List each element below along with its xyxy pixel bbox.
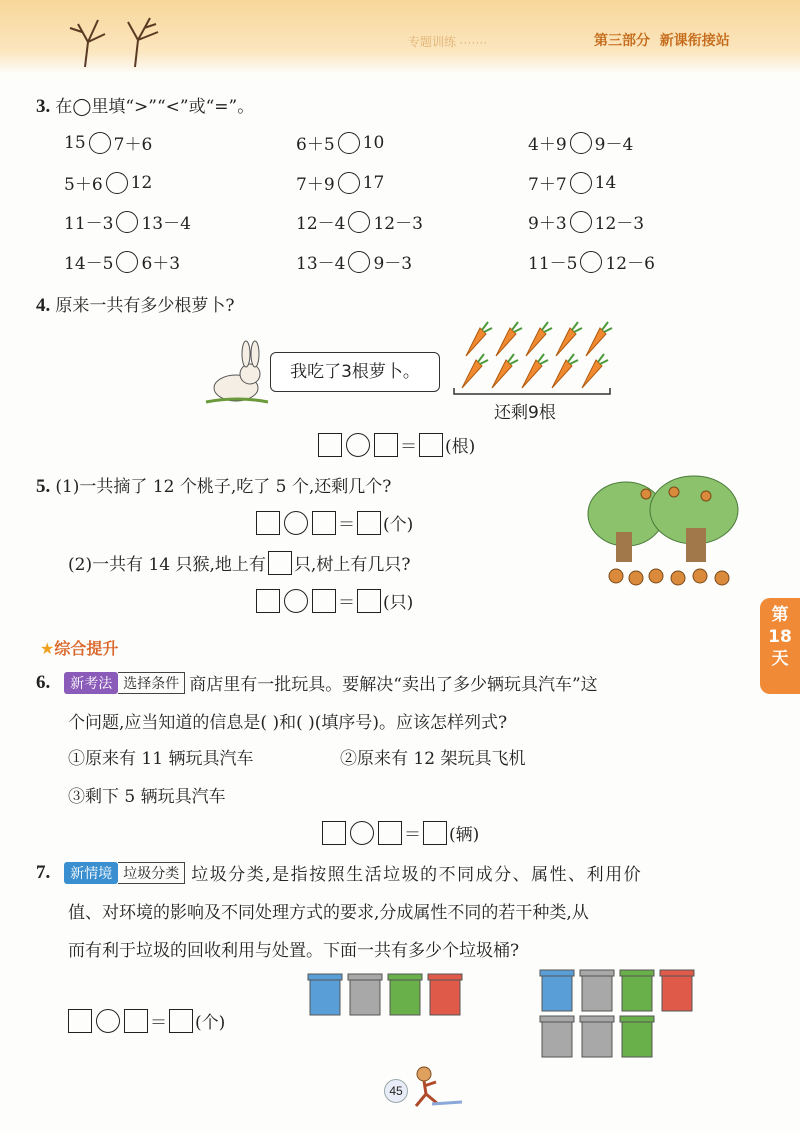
q5-part2-text-a: (2)一共有 14 只猴,地上有: [68, 555, 266, 575]
q4-equation: ＝ (根): [318, 432, 475, 457]
carrot: [526, 328, 546, 356]
q6-tag2: 选择条件: [118, 672, 185, 694]
comparison-item: [528, 209, 644, 234]
left-expression: 12－4: [296, 214, 346, 234]
header-section: 第三部分: [594, 33, 650, 49]
answer-box[interactable]: [419, 433, 443, 457]
answer-box[interactable]: [268, 551, 292, 575]
trash-bin: [390, 979, 420, 1015]
answer-box[interactable]: [378, 821, 402, 845]
comparison-item: [64, 249, 180, 274]
q7-equation: ＝ (个): [68, 1008, 225, 1033]
header-title-text: 新课衔接站: [659, 33, 730, 49]
carrot: [492, 360, 512, 388]
q6-option2: ②原来有 12 架玩具飞机: [340, 749, 526, 769]
q6-option3: ③剩下 5 辆玩具汽车: [68, 787, 226, 807]
header-title: [594, 30, 730, 50]
right-expression: 17: [362, 172, 385, 193]
q5-part1-text: (1)一共摘了 12 个桃子,吃了 5 个,还剩几个?: [55, 477, 392, 497]
carrot: [552, 360, 572, 388]
q6-text2: 个问题,应当知道的信息是( )和( )(填序号)。应该怎样列式?: [68, 713, 508, 733]
q5-part1: [36, 472, 391, 498]
trash-bin: [310, 979, 340, 1015]
q7-number: 7.: [36, 861, 51, 883]
answer-box[interactable]: [68, 1009, 92, 1033]
trash-bin-lid: [388, 974, 422, 980]
q7-tag2: 垃圾分类: [118, 862, 185, 884]
answer-circle[interactable]: [284, 589, 308, 613]
comparison-item: [64, 170, 152, 195]
carrot-leaf: [598, 354, 608, 364]
answer-circle[interactable]: [570, 132, 592, 154]
q3-text: 在◯里填“>”“<”或“=”。: [55, 97, 255, 117]
right-expression: 12－3: [373, 214, 423, 234]
left-expression: 9＋3: [528, 214, 567, 234]
trash-bins-group-1: [306, 972, 466, 1020]
carrot-leaf: [572, 322, 582, 332]
remaining-carrots-label: 还剩9根: [494, 403, 556, 423]
left-expression: 4＋9: [528, 135, 567, 155]
comparison-item: [296, 249, 412, 274]
right-expression: 12－3: [594, 214, 645, 234]
trash-bin: [662, 975, 692, 1011]
trash-bin-lid: [540, 970, 574, 976]
q4-prompt: [36, 291, 234, 317]
right-expression: 14: [594, 172, 617, 193]
trash-bin-lid: [540, 1016, 574, 1022]
trash-bin-lid: [660, 970, 694, 976]
answer-circle[interactable]: [106, 172, 128, 194]
runner-illustration: [402, 1064, 466, 1108]
section-title: [40, 636, 118, 659]
q3-prompt: [36, 92, 254, 118]
right-expression: 10: [362, 132, 385, 153]
q5-part2: [68, 550, 410, 575]
trash-bin-lid: [580, 970, 614, 976]
answer-circle[interactable]: [338, 132, 360, 154]
answer-box[interactable]: [322, 821, 346, 845]
answer-circle[interactable]: [348, 211, 370, 233]
trash-bin: [622, 1021, 652, 1057]
q3-number: 3.: [36, 96, 51, 117]
trash-bin: [582, 975, 612, 1011]
trash-bin-lid: [580, 1016, 614, 1022]
carrot: [586, 328, 606, 356]
q6-text1: 商店里有一批玩具。要解决“卖出了多少辆玩具汽车”这: [189, 675, 598, 695]
left-expression: 5＋6: [64, 175, 103, 195]
carrot: [582, 360, 602, 388]
right-expression: 6＋3: [141, 254, 181, 274]
answer-box[interactable]: [357, 589, 381, 613]
page-number: 45: [384, 1079, 408, 1103]
left-expression: 11－3: [64, 214, 114, 234]
comparison-item: [528, 249, 655, 274]
rabbit-speech-bubble: 我吃了3根萝卜。: [270, 352, 440, 392]
answer-circle[interactable]: [116, 211, 138, 233]
header-faint-text: 专题训练 ·······: [408, 35, 488, 49]
q5-equation-1: ＝ (个): [256, 510, 413, 535]
trash-bin-lid: [308, 974, 342, 980]
answer-box[interactable]: [312, 511, 336, 535]
unit-label: (根): [445, 437, 476, 457]
carrot-leaf: [538, 354, 548, 364]
answer-circle[interactable]: [580, 251, 602, 273]
right-expression: 7＋6: [113, 135, 153, 155]
carrot: [496, 328, 516, 356]
left-expression: 11－5: [528, 254, 578, 274]
q4-number: 4.: [36, 295, 51, 316]
side-tab-line3: 天: [771, 649, 789, 669]
answer-circle[interactable]: [116, 251, 138, 273]
trash-bin-lid: [620, 1016, 654, 1022]
answer-box[interactable]: [312, 589, 336, 613]
q7-text1: 垃圾分类,是指按照生活垃圾的不同成分、属性、利用价: [191, 865, 643, 885]
q7-line1: [36, 860, 642, 885]
day-side-tab: [760, 598, 800, 694]
left-expression: 13－4: [296, 254, 346, 274]
answer-box[interactable]: [124, 1009, 148, 1033]
answer-circle[interactable]: [89, 132, 111, 154]
right-expression: 12－6: [605, 254, 655, 274]
comparison-item: [528, 130, 633, 155]
q6-equation: ＝ (辆): [322, 820, 479, 845]
carrot-leaf: [512, 322, 522, 332]
q6-tag: 新考法: [64, 672, 118, 694]
answer-circle[interactable]: [570, 172, 592, 194]
carrot: [522, 360, 542, 388]
comparison-item: [64, 130, 152, 155]
q6-option1: ①原来有 11 辆玩具汽车: [68, 749, 254, 769]
unit-label: (个): [383, 515, 414, 535]
q5-equation-2: ＝ (只): [256, 588, 413, 613]
trash-bin: [542, 1021, 572, 1057]
right-expression: 12: [130, 172, 153, 193]
q5-part2-text-b: 只,树上有几只?: [293, 555, 411, 575]
comparison-item: [296, 130, 384, 155]
left-expression: 7＋9: [296, 175, 335, 195]
trash-bins-group-2: [538, 968, 700, 1060]
right-expression: 9－3: [373, 254, 413, 274]
trash-bin: [582, 1021, 612, 1057]
trash-bin-lid: [348, 974, 382, 980]
left-expression: 15: [64, 132, 86, 153]
answer-circle[interactable]: [338, 172, 360, 194]
carrot-leaf: [542, 322, 552, 332]
side-tab-line1: 第: [771, 605, 789, 625]
trash-bin: [542, 975, 572, 1011]
section-title-text: 综合提升: [54, 639, 119, 658]
unit-label: (个): [195, 1013, 226, 1033]
q6-line1: [36, 670, 598, 695]
answer-box[interactable]: [256, 589, 280, 613]
answer-box[interactable]: [318, 433, 342, 457]
carrot-leaf: [482, 322, 492, 332]
trash-bin: [350, 979, 380, 1015]
q5-number: 5.: [36, 476, 51, 497]
q7-tag: 新情境: [64, 862, 118, 884]
comparison-item: [296, 170, 384, 195]
q7-text2: 值、对环境的影响及不同处理方式的要求,分成属性不同的若干种类,从: [68, 903, 589, 923]
left-expression: 6＋5: [296, 135, 335, 155]
carrots-illustration: [448, 318, 618, 398]
right-expression: 9－4: [594, 135, 634, 155]
answer-box[interactable]: [374, 433, 398, 457]
answer-box[interactable]: [169, 1009, 193, 1033]
carrot: [556, 328, 576, 356]
trash-bin: [430, 979, 460, 1015]
carrot: [462, 360, 482, 388]
answer-circle[interactable]: [348, 251, 370, 273]
answer-circle[interactable]: [570, 211, 592, 233]
answer-box[interactable]: [423, 821, 447, 845]
q6-number: 6.: [36, 671, 51, 693]
carrot-leaf: [508, 354, 518, 364]
answer-circle[interactable]: [284, 511, 308, 535]
trash-bin-lid: [620, 970, 654, 976]
carrot: [466, 328, 486, 356]
trash-bin-lid: [428, 974, 462, 980]
unit-label: (只): [383, 593, 414, 613]
trash-bin: [622, 975, 652, 1011]
right-expression: 13－4: [141, 214, 191, 234]
carrot-leaf: [478, 354, 488, 364]
carrot-leaf: [568, 354, 578, 364]
monkeys-tree-illustration: [586, 472, 742, 590]
carrot-leaf: [602, 322, 612, 332]
comparison-item: [64, 209, 191, 234]
bare-tree-illustration: [60, 12, 170, 68]
answer-box[interactable]: [357, 511, 381, 535]
unit-label: (辆): [449, 825, 480, 845]
rabbit-illustration: [202, 338, 272, 408]
answer-circle[interactable]: [350, 821, 374, 845]
q4-text: 原来一共有多少根萝卜?: [55, 296, 235, 316]
q7-text3: 而有利于垃圾的回收利用与处置。下面一共有多少个垃圾桶?: [68, 941, 520, 961]
comparison-item: [296, 209, 423, 234]
left-expression: 7＋7: [528, 175, 567, 195]
answer-circle[interactable]: [96, 1009, 120, 1033]
comparison-item: [528, 170, 616, 195]
star-icon: ★: [40, 639, 55, 658]
side-tab-line2: 18: [768, 627, 792, 647]
left-expression: 14－5: [64, 254, 114, 274]
answer-circle[interactable]: [346, 433, 370, 457]
answer-box[interactable]: [256, 511, 280, 535]
